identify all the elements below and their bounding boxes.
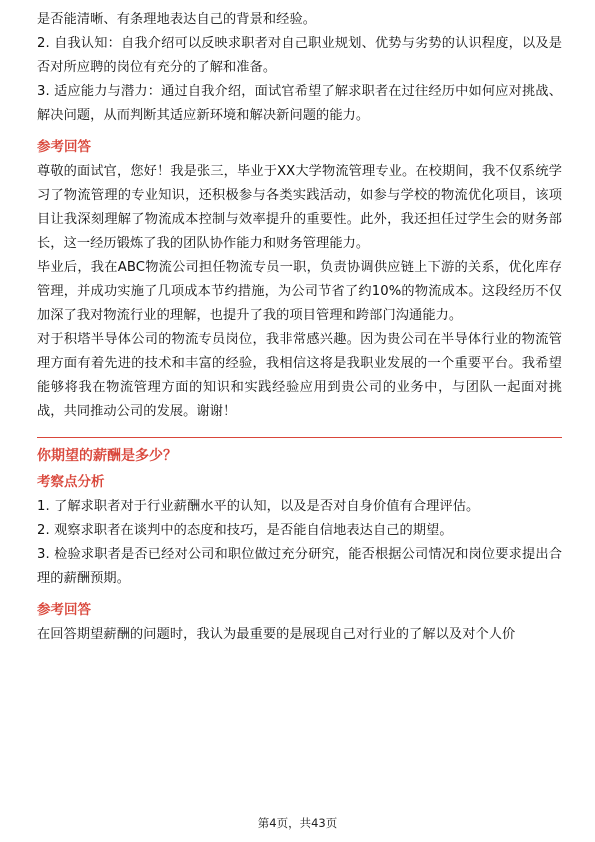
intro-paragraph-3: 3. 适应能力与潜力：通过自我介绍，面试官希望了解求职者在过往经历中如何应对挑战、解决问题，从而判断其适应新环境和解决新问题的能力。 <box>37 84 562 123</box>
answer-paragraph-3: 对于积塔半导体公司的物流专员岗位，我非常感兴趣。因为贵公司在半导体行业的物流管理方面有着先进的技术和丰富的经验，我相信这将是我职业发展的一个重要平台。我希望能够将我在物流管理方面的知识和实践经验应用到贵公司的业务中，与团队一起面对挑战，共同推动公司的发展。谢谢！ <box>37 332 562 419</box>
section-divider <box>37 437 562 438</box>
reference-answer-heading-2: 参考回答 <box>37 602 91 618</box>
reference-answer-heading: 参考回答 <box>37 139 91 155</box>
answer-paragraph-2: 毕业后，我在ABC物流公司担任物流专员一职，负责协调供应链上下游的关系，优化库存管理，并成功实施了几项成本节约措施，为公司节省了约10%的物流成本。这段经历不仅加深了我对物流行业的理解，也提升了我的项目管理和跨部门沟通能力。 <box>37 260 562 323</box>
intro-paragraph-1: 是否能清晰、有条理地表达自己的背景和经验。 <box>37 12 317 27</box>
intro-paragraph-2: 2. 自我认知：自我介绍可以反映求职者对自己职业规划、优势与劣势的认识程度，以及是否对所应聘的岗位有充分的了解和准备。 <box>37 36 562 75</box>
analysis-item-3: 3. 检验求职者是否已经对公司和职位做过充分研究，能否根据公司情况和岗位要求提出合理的薪酬预期。 <box>37 547 562 586</box>
analysis-item-2: 2. 观察求职者在谈判中的态度和技巧，是否能自信地表达自己的期望。 <box>37 523 453 538</box>
page-number: 第4页，共43页 <box>257 816 338 830</box>
question-title: 你期望的薪酬是多少？ <box>37 448 177 464</box>
analysis-heading: 考察点分析 <box>37 474 105 490</box>
answer-2-paragraph-1: 在回答期望薪酬的问题时，我认为最重要的是展现自己对行业的了解以及对个人价 <box>37 627 516 642</box>
document-body <box>37 8 562 647</box>
answer-paragraph-1: 尊敬的面试官，您好！我是张三，毕业于XX大学物流管理专业。在校期间，我不仅系统学习了物流管理的专业知识，还积极参与各类实践活动，如参与学校的物流优化项目，该项目让我深刻理解了物流成本控制与效率提升的重要性。此外，我还担任过学生会的财务部长，这一经历锻炼了我的团队协作能力和财务管理能力。 <box>37 164 562 251</box>
analysis-item-1: 1. 了解求职者对于行业薪酬水平的认知，以及是否对自身价值有合理评估。 <box>37 499 480 514</box>
